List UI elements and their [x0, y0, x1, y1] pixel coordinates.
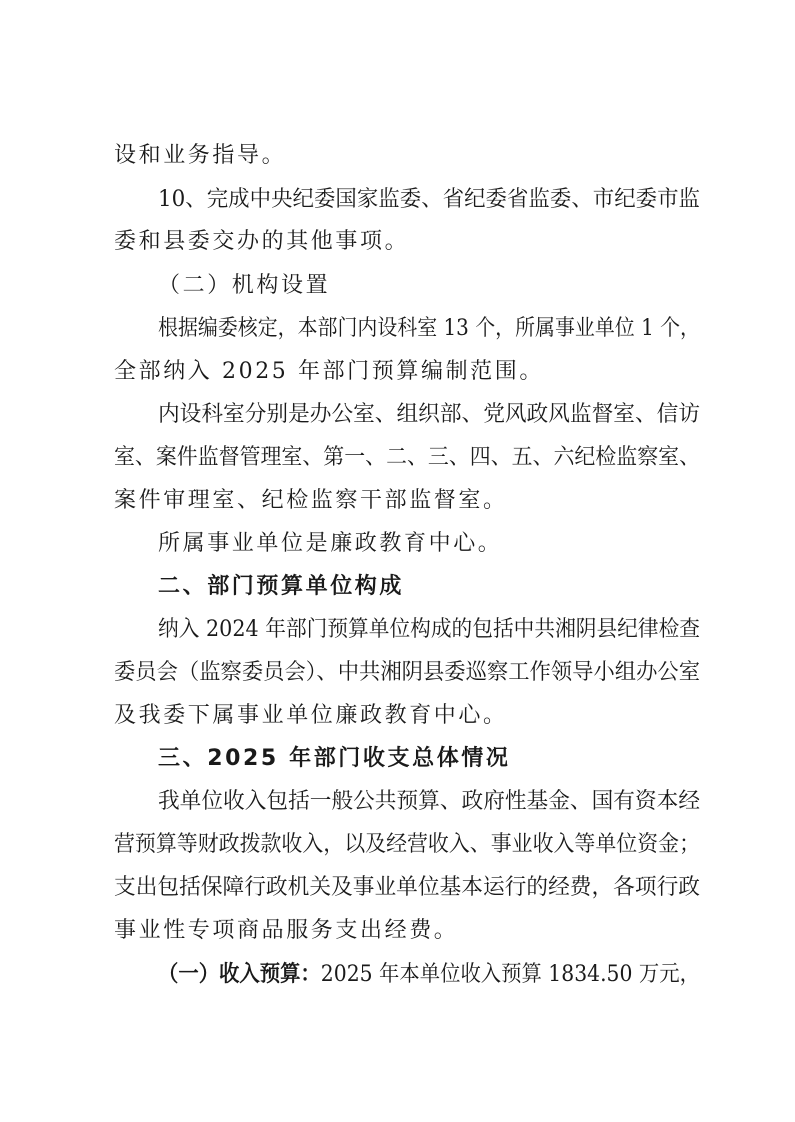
- paragraph-line: 我单位收入包括一般公共预算、政府性基金、国有资本经: [158, 789, 701, 814]
- paragraph-line: 根据编委核定，本部门内设科室 13 个，所属事业单位 1 个，: [158, 316, 700, 341]
- paragraph-line: 所属事业单位是廉政教育中心。: [158, 531, 503, 556]
- paragraph-line: 营预算等财政拨款收入，以及经营收入、事业收入等单位资金；: [114, 832, 701, 857]
- paragraph-line: 委员会（监察委员会）、中共湘阴县委巡察工作领导小组办公室: [114, 660, 701, 685]
- paragraph-line: 委和县委交办的其他事项。: [114, 229, 410, 254]
- paragraph-line: 支出包括保障行政机关及事业单位基本运行的经费，各项行政: [114, 875, 701, 900]
- paragraph-line: 10、完成中央纪委国家监委、省纪委省监委、市纪委市监: [158, 187, 700, 212]
- paragraph-line: 全部纳入 2025 年部门预算编制范围。: [114, 359, 544, 384]
- income-budget-text: 2025 年本单位收入预算 1834.50 万元，: [320, 962, 700, 987]
- section-heading: （二）机构设置: [158, 273, 331, 298]
- paragraph-line: 设和业务指导。: [114, 143, 287, 168]
- income-budget-label: （一）收入预算：: [158, 962, 321, 987]
- paragraph-line: 事业性专项商品服务支出经费。: [114, 918, 459, 943]
- paragraph-line: 室、案件监督管理室、第一、二、三、四、五、六纪检监察室、: [114, 445, 701, 470]
- section-heading: 三、2025 年部门收支总体情况: [158, 746, 511, 771]
- section-heading: 二、部门预算单位构成: [158, 574, 405, 599]
- paragraph-line: 案件审理室、纪检监察干部监督室。: [114, 488, 508, 513]
- paragraph-line: 及我委下属事业单位廉政教育中心。: [114, 703, 508, 728]
- paragraph-line: 纳入 2024 年部门预算单位构成的包括中共湘阴县纪律检查: [158, 617, 700, 642]
- paragraph-line: 内设科室分别是办公室、组织部、党风政风监督室、信访: [158, 402, 701, 427]
- income-budget-line: [158, 960, 700, 990]
